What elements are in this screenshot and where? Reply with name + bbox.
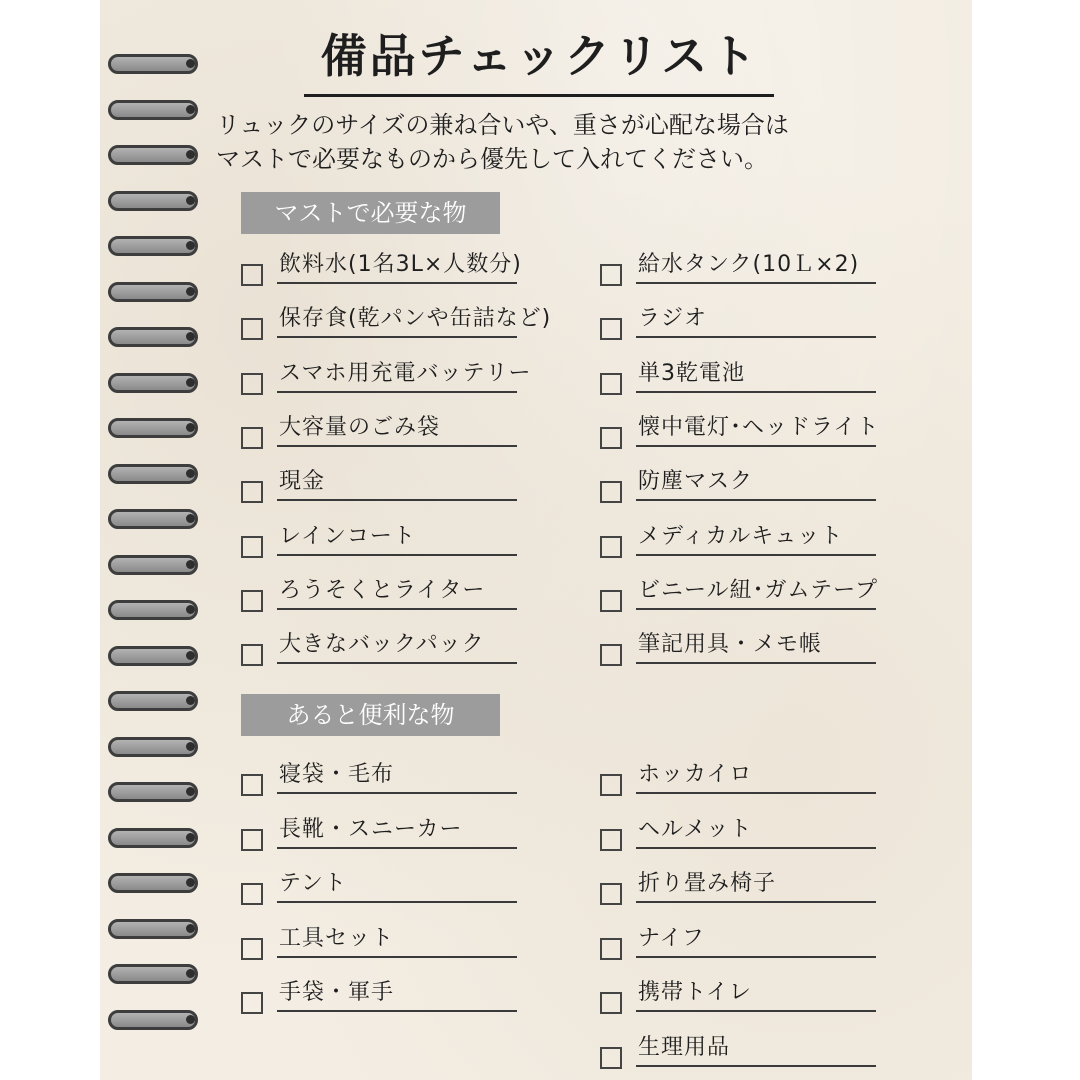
checklist-item-label: ラジオ: [638, 306, 708, 332]
section-label: あると便利な物: [241, 694, 500, 736]
checklist-item[interactable]: [241, 630, 561, 666]
checkbox[interactable]: [600, 318, 622, 340]
write-line: [277, 847, 517, 849]
binding-ring: [108, 737, 198, 757]
binding-ring: [108, 236, 198, 256]
checklist-item[interactable]: [241, 359, 561, 395]
ring-body: [108, 282, 198, 302]
ring-body: [108, 600, 198, 620]
checklist-item-label: 給水タンク(10Ｌ×2): [638, 252, 860, 277]
checklist-item[interactable]: [600, 359, 920, 395]
binding-ring: [108, 1010, 198, 1030]
checklist-item[interactable]: [600, 924, 920, 960]
checkbox[interactable]: [600, 427, 622, 449]
checklist-item[interactable]: [241, 522, 561, 558]
ring-body: [108, 236, 198, 256]
checklist-item[interactable]: [600, 815, 920, 851]
checklist-item[interactable]: [241, 413, 561, 449]
checkbox[interactable]: [600, 883, 622, 905]
write-line: [277, 336, 517, 338]
checklist-item[interactable]: [600, 760, 920, 796]
binding-ring: [108, 646, 198, 666]
binding-ring: [108, 964, 198, 984]
write-line: [636, 662, 876, 664]
checklist-item-label: 大容量のごみ袋: [279, 414, 441, 440]
ring-body: [108, 54, 198, 74]
write-line: [277, 391, 517, 393]
checkbox[interactable]: [600, 373, 622, 395]
ring-body: [108, 418, 198, 438]
checklist-item-label: 工具セット: [279, 925, 395, 951]
checkbox[interactable]: [600, 536, 622, 558]
checklist-item-label: ろうそくとライター: [279, 577, 486, 603]
binding-ring: [108, 191, 198, 211]
ring-hole: [186, 651, 195, 660]
checklist-item[interactable]: [600, 304, 920, 340]
checklist-item[interactable]: [241, 924, 561, 960]
checklist-item-label: 携帯トイレ: [638, 980, 752, 1006]
checklist-item-label: ナイフ: [638, 925, 705, 951]
checklist-item[interactable]: [600, 250, 920, 286]
checklist-item[interactable]: [600, 869, 920, 905]
ring-hole: [186, 423, 195, 432]
ring-hole: [186, 378, 195, 387]
binding-ring: [108, 100, 198, 120]
ring-body: [108, 145, 198, 165]
checklist-item[interactable]: [600, 630, 920, 666]
write-line: [636, 1065, 876, 1067]
checklist-item-label: 現金: [279, 469, 326, 495]
checkbox[interactable]: [241, 536, 263, 558]
checkbox[interactable]: [241, 318, 263, 340]
ring-body: [108, 464, 198, 484]
checklist-item[interactable]: [241, 576, 561, 612]
write-line: [277, 901, 517, 903]
checklist-item[interactable]: [600, 576, 920, 612]
section-label: マストで必要な物: [241, 192, 500, 234]
checklist-item-label: テント: [279, 871, 347, 897]
checkbox[interactable]: [241, 644, 263, 666]
checkbox[interactable]: [241, 427, 263, 449]
binding-ring: [108, 282, 198, 302]
ring-hole: [186, 105, 195, 114]
write-line: [277, 956, 517, 958]
ring-hole: [186, 605, 195, 614]
ring-body: [108, 1010, 198, 1030]
checklist-item[interactable]: [241, 467, 561, 503]
ring-body: [108, 100, 198, 120]
checklist-item-label: ビニール紐･ガムテープ: [638, 577, 879, 603]
checklist-item[interactable]: [241, 815, 561, 851]
checkbox[interactable]: [600, 1047, 622, 1069]
binding-ring: [108, 782, 198, 802]
intro-line-2: マストで必要なものから優先して入れてください。: [216, 145, 768, 173]
checkbox[interactable]: [600, 590, 622, 612]
binding-ring: [108, 555, 198, 575]
ring-hole: [186, 241, 195, 250]
write-line: [277, 499, 517, 501]
checklist-item-label: メディカルキュット: [638, 523, 844, 549]
write-line: [277, 445, 517, 447]
checkbox[interactable]: [241, 938, 263, 960]
checkbox[interactable]: [600, 774, 622, 796]
write-line: [277, 608, 517, 610]
checklist-item-label: 寝袋・毛布: [279, 762, 395, 787]
checkbox[interactable]: [241, 883, 263, 905]
checklist-item[interactable]: [241, 304, 561, 340]
checklist-item-label: 筆記用具・メモ帳: [638, 632, 823, 658]
checklist-item[interactable]: [241, 250, 561, 286]
binding-ring: [108, 464, 198, 484]
ring-hole: [186, 150, 195, 159]
checkbox[interactable]: [241, 829, 263, 851]
write-line: [636, 445, 876, 447]
checklist-item-label: ホッカイロ: [638, 762, 753, 787]
write-line: [636, 554, 876, 556]
checkbox[interactable]: [600, 644, 622, 666]
binding-ring: [108, 418, 198, 438]
checklist-item[interactable]: [241, 869, 561, 905]
ring-body: [108, 373, 198, 393]
intro-line-1: リュックのサイズの兼ね合いや、重さが心配な場合は: [216, 111, 789, 139]
checkbox[interactable]: [600, 992, 622, 1014]
spiral-binding: [0, 0, 220, 1080]
checklist-item-label: 単3乾電池: [638, 360, 745, 386]
checkbox[interactable]: [241, 373, 263, 395]
checkbox[interactable]: [241, 590, 263, 612]
checklist-item[interactable]: [600, 413, 920, 449]
write-line: [636, 956, 876, 958]
write-line: [277, 792, 517, 794]
write-line: [636, 901, 876, 903]
write-line: [636, 1010, 876, 1012]
checklist-item-label: 折り畳み椅子: [638, 871, 777, 897]
intro-text: [216, 108, 789, 176]
ring-hole: [186, 742, 195, 751]
binding-ring: [108, 919, 198, 939]
checklist-item[interactable]: [600, 467, 920, 503]
checklist-item-label: 手袋・軍手: [279, 980, 395, 1006]
write-line: [636, 792, 876, 794]
checklist-item-label: 防塵マスク: [638, 469, 754, 495]
ring-body: [108, 327, 198, 347]
checkbox[interactable]: [241, 264, 263, 286]
ring-hole: [186, 287, 195, 296]
ring-hole: [186, 196, 195, 205]
checklist-item[interactable]: [600, 1033, 920, 1069]
ring-hole: [186, 787, 195, 796]
checkbox[interactable]: [600, 264, 622, 286]
ring-hole: [186, 469, 195, 478]
checklist-item-label: ヘルメット: [638, 816, 753, 842]
checklist-item[interactable]: [241, 978, 561, 1014]
binding-ring: [108, 373, 198, 393]
checklist-item[interactable]: [241, 760, 561, 796]
checkbox[interactable]: [600, 829, 622, 851]
ring-body: [108, 873, 198, 893]
write-line: [277, 1010, 517, 1012]
binding-ring: [108, 691, 198, 711]
binding-ring: [108, 828, 198, 848]
ring-body: [108, 646, 198, 666]
ring-hole: [186, 560, 195, 569]
write-line: [636, 282, 876, 284]
checkbox[interactable]: [241, 774, 263, 796]
checklist-item-label: レインコート: [279, 523, 416, 549]
binding-ring: [108, 600, 198, 620]
checklist-item-label: 大きなバックパック: [279, 632, 485, 658]
write-line: [636, 847, 876, 849]
ring-hole: [186, 59, 195, 68]
ring-body: [108, 191, 198, 211]
binding-ring: [108, 145, 198, 165]
checkbox[interactable]: [600, 481, 622, 503]
ring-body: [108, 737, 198, 757]
binding-ring: [108, 509, 198, 529]
checklist-item-label: 飲料水(1名3L×人数分): [279, 252, 522, 277]
write-line: [277, 554, 517, 556]
ring-hole: [186, 969, 195, 978]
binding-ring: [108, 873, 198, 893]
ring-hole: [186, 924, 195, 933]
write-line: [636, 499, 876, 501]
checklist-item[interactable]: [600, 522, 920, 558]
write-line: [636, 608, 876, 610]
ring-body: [108, 555, 198, 575]
ring-hole: [186, 696, 195, 705]
write-line: [636, 336, 876, 338]
ring-hole: [186, 833, 195, 842]
ring-body: [108, 919, 198, 939]
binding-ring: [108, 327, 198, 347]
checklist-item-label: 長靴・スニーカー: [279, 816, 463, 842]
checklist-item-label: 懐中電灯･ヘッドライト: [638, 414, 880, 440]
ring-body: [108, 964, 198, 984]
binding-ring: [108, 54, 198, 74]
ring-body: [108, 782, 198, 802]
page-title: 備品チェックリスト: [320, 29, 760, 83]
write-line: [636, 391, 876, 393]
checklist-item[interactable]: [600, 978, 920, 1014]
ring-body: [108, 828, 198, 848]
checklist-item-label: 生理用品: [638, 1035, 731, 1060]
checklist-item-label: スマホ用充電バッテリー: [279, 360, 532, 386]
ring-hole: [186, 332, 195, 341]
checkbox[interactable]: [600, 938, 622, 960]
checklist-item-label: 保存食(乾パンや缶詰など): [279, 306, 552, 332]
title-underline: [304, 94, 774, 97]
checkbox[interactable]: [241, 481, 263, 503]
ring-body: [108, 691, 198, 711]
ring-hole: [186, 514, 195, 523]
ring-hole: [186, 1015, 195, 1024]
checkbox[interactable]: [241, 992, 263, 1014]
ring-hole: [186, 878, 195, 887]
write-line: [277, 662, 517, 664]
write-line: [277, 282, 517, 284]
ring-body: [108, 509, 198, 529]
